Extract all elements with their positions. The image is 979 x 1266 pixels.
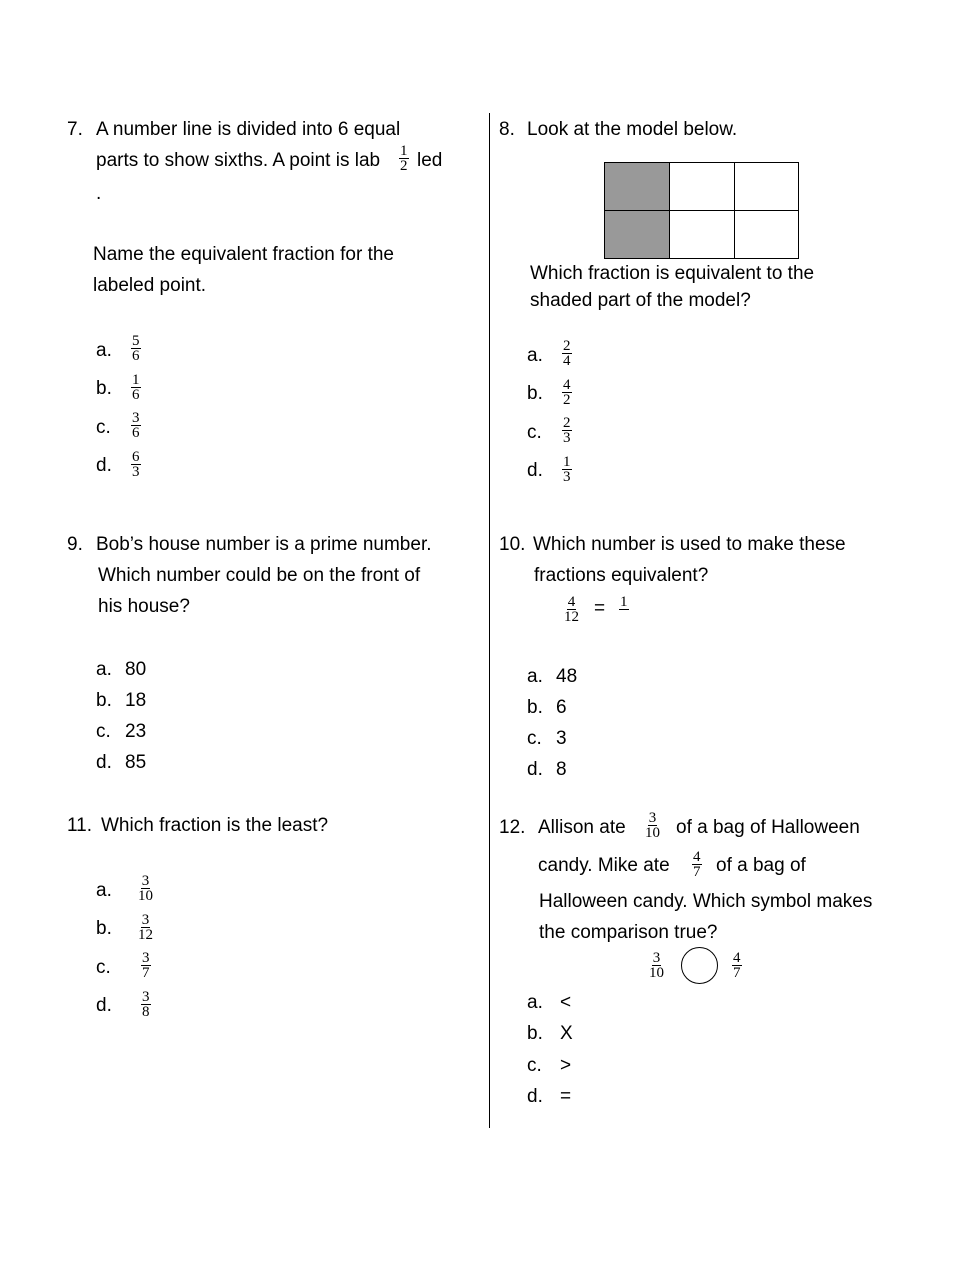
q12-compare-right-fraction: $\frac{4}{7}$	[733, 950, 741, 981]
q10-option-c-letter: c.	[527, 728, 542, 749]
q9-text-line2: Which number could be on the front of	[98, 565, 421, 586]
q11-option-d-letter: d.	[96, 995, 112, 1016]
q12-option-a-letter: a.	[527, 992, 543, 1013]
q10-option-d-text: 8	[556, 759, 567, 780]
q10-equation-right-fraction: 1	[620, 594, 628, 610]
q12-option-d-letter: d.	[527, 1086, 543, 1107]
q7-option-c-fraction: $\frac{3}{6}$	[132, 410, 140, 441]
q12-compare-left-fraction: $\frac{3}{10}$	[649, 950, 664, 981]
q12-option-d-text: =	[560, 1086, 572, 1107]
model-cell	[669, 210, 735, 259]
q11-option-d-fraction: $\frac{3}{8}$	[142, 989, 150, 1020]
q7-option-a-fraction: $\frac{5}{6}$	[132, 333, 140, 364]
q11-option-c-letter: c.	[96, 957, 111, 978]
q12-text-line2b: of a bag of	[716, 855, 806, 876]
q8-text-line1: Look at the model below.	[527, 119, 738, 140]
q9-text-line1: Bob’s house number is a prime number.	[96, 534, 432, 555]
q12-option-a-text: <	[560, 992, 572, 1013]
q9-option-a-letter: a.	[96, 659, 112, 680]
q10-option-a-letter: a.	[527, 666, 543, 687]
q10-number: 10.	[499, 534, 526, 555]
q9-option-c-text: 23	[125, 721, 147, 742]
q10-option-b-letter: b.	[527, 697, 543, 718]
q12-text-line4: the comparison true?	[539, 922, 718, 943]
q11-text-line1: Which fraction is the least?	[101, 815, 329, 836]
q9-text-line3: his house?	[98, 596, 190, 617]
fraction-model-grid	[604, 162, 799, 259]
q8-option-a-fraction: $\frac{2}{4}$	[563, 338, 571, 369]
q9-option-b-text: 18	[125, 690, 147, 711]
q10-option-c-text: 3	[556, 728, 567, 749]
model-cell	[669, 162, 735, 211]
q8-option-b-letter: b.	[527, 383, 543, 404]
q11-option-b-letter: b.	[96, 918, 112, 939]
q8-option-d-letter: d.	[527, 460, 543, 481]
q12-option-b-letter: b.	[527, 1023, 543, 1044]
q9-option-d-letter: d.	[96, 752, 112, 773]
q8-prompt-line2: shaded part of the model?	[530, 290, 751, 311]
model-cell-shaded	[604, 210, 670, 259]
q7-option-c-letter: c.	[96, 417, 111, 438]
q10-option-a-text: 48	[556, 666, 578, 687]
q11-option-a-letter: a.	[96, 880, 112, 901]
q7-number: 7.	[67, 119, 83, 140]
q7-text-line2-end: led	[417, 150, 443, 171]
q8-option-c-fraction: $\frac{2}{3}$	[563, 415, 571, 446]
q12-number: 12.	[499, 817, 526, 838]
q9-option-d-text: 85	[125, 752, 147, 773]
q9-option-b-letter: b.	[96, 690, 112, 711]
q10-equation-left-fraction: $\frac{4}{12}$	[564, 594, 579, 625]
q11-number: 11.	[67, 815, 93, 836]
q7-text-line2: parts to show sixths. A point is lab	[96, 150, 381, 171]
q12-text-line2a: candy. Mike ate	[538, 855, 670, 876]
model-cell	[734, 162, 799, 211]
q12-fraction-allison: $\frac{3}{10}$	[645, 810, 660, 841]
q10-text-line1: Which number is used to make these	[533, 534, 846, 555]
q9-option-a-text: 80	[125, 659, 147, 680]
q12-text-line3: Halloween candy. Which symbol makes	[539, 891, 873, 912]
q7-option-a-letter: a.	[96, 340, 112, 361]
q10-option-d-letter: d.	[527, 759, 543, 780]
q8-option-a-letter: a.	[527, 345, 543, 366]
q7-option-d-letter: d.	[96, 455, 112, 476]
q12-text-line1a: Allison ate	[538, 817, 626, 838]
q12-option-c-letter: c.	[527, 1055, 542, 1076]
q8-option-c-letter: c.	[527, 422, 542, 443]
q8-option-d-fraction: $\frac{1}{3}$	[563, 454, 571, 485]
q7-option-b-fraction: $\frac{1}{6}$	[132, 372, 140, 403]
q7-option-b-letter: b.	[96, 378, 112, 399]
q7-prompt-line2: labeled point.	[93, 275, 207, 296]
q7-text-line3: .	[96, 183, 102, 204]
q7-text-line1: A number line is divided into 6 equal	[96, 119, 401, 140]
q8-option-b-fraction: $\frac{4}{2}$	[563, 377, 571, 408]
q12-option-c-text: >	[560, 1055, 572, 1076]
q10-text-line2: fractions equivalent?	[534, 565, 709, 586]
model-cell	[734, 210, 799, 259]
q9-option-c-letter: c.	[96, 721, 111, 742]
q7-prompt-line1: Name the equivalent fraction for the	[93, 244, 395, 265]
q12-fraction-mike: $\frac{4}{7}$	[693, 849, 701, 880]
model-cell-shaded	[604, 162, 670, 211]
q12-text-line1b: of a bag of Halloween	[676, 817, 860, 838]
column-divider	[489, 113, 490, 1128]
q11-option-b-fraction: $\frac{3}{12}$	[138, 912, 153, 943]
comparison-blank-circle	[681, 947, 718, 984]
q12-option-b-text: X	[560, 1023, 573, 1044]
q8-number: 8.	[499, 119, 515, 140]
q11-option-c-fraction: $\frac{3}{7}$	[142, 950, 150, 981]
q8-prompt-line1: Which fraction is equivalent to the	[530, 263, 815, 284]
q7-option-d-fraction: $\frac{6}{3}$	[132, 449, 140, 480]
q10-equals-sign: =	[594, 598, 606, 619]
q10-option-b-text: 6	[556, 697, 567, 718]
q11-option-a-fraction: $\frac{3}{10}$	[138, 873, 153, 904]
q7-label-fraction: $\frac{1}{2}$	[400, 143, 408, 174]
q9-number: 9.	[67, 534, 83, 555]
